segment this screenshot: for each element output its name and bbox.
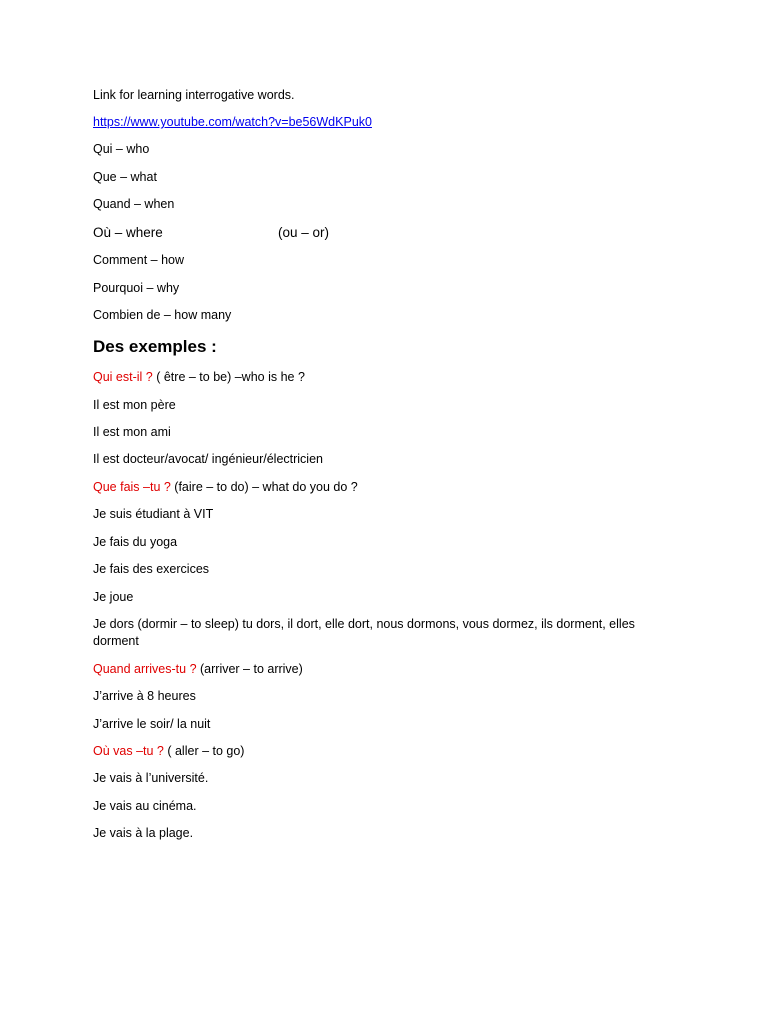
- word-comment: Comment – how: [93, 253, 185, 267]
- word-quand: Quand – when: [93, 197, 175, 211]
- example-2-answer: Je fais des exercices: [93, 562, 210, 576]
- example-4-gloss: ( aller – to go): [163, 744, 245, 758]
- word-combien: Combien de – how many: [93, 308, 232, 322]
- example-4-answer: Je vais au cinéma.: [93, 799, 197, 813]
- example-1-question: Qui est-il ?: [93, 370, 153, 384]
- example-4-answer: Je vais à l’université.: [93, 771, 209, 785]
- example-3-question: Quand arrives-tu ?: [93, 662, 197, 676]
- example-2-question: Que fais –tu ?: [93, 480, 171, 494]
- youtube-link[interactable]: https://www.youtube.com/watch?v=be56WdKPuk0: [93, 115, 372, 129]
- word-ou-or: (ou – or): [278, 225, 330, 240]
- example-2-answer: Je suis étudiant à VIT: [93, 507, 214, 521]
- example-2-answer: Je dors (dormir – to sleep) tu dors, il dort, elle dort, nous dormons, vous dormez, ils dorment, elles dorment: [93, 617, 635, 648]
- example-3-question-row: [93, 661, 303, 678]
- example-4-question-row: [93, 743, 244, 760]
- examples-heading: Des exemples :: [93, 337, 217, 356]
- example-2-gloss: (faire – to do) – what do you do ?: [170, 480, 358, 494]
- word-que: Que – what: [93, 170, 157, 184]
- example-1-answer: Il est docteur/avocat/ ingénieur/électricien: [93, 452, 323, 466]
- example-2-question-row: [93, 479, 358, 496]
- example-1-question-row: [93, 369, 305, 386]
- word-ou: Où – where: [93, 225, 163, 240]
- example-4-answer: Je vais à la plage.: [93, 826, 194, 840]
- example-2-answer: Je joue: [93, 590, 134, 604]
- word-ou-row: [93, 224, 353, 241]
- intro-text: Link for learning interrogative words.: [93, 88, 295, 102]
- example-3-gloss: (arriver – to arrive): [196, 662, 303, 676]
- example-4-question: Où vas –tu ?: [93, 744, 164, 758]
- word-qui: Qui – who: [93, 142, 150, 156]
- example-1-gloss: ( être – to be) –who is he ?: [152, 370, 305, 384]
- example-2-answer: Je fais du yoga: [93, 535, 178, 549]
- example-3-answer: J’arrive le soir/ la nuit: [93, 717, 211, 731]
- example-1-answer: Il est mon ami: [93, 425, 171, 439]
- example-1-answer: Il est mon père: [93, 398, 176, 412]
- example-3-answer: J’arrive à 8 heures: [93, 689, 196, 703]
- word-pourquoi: Pourquoi – why: [93, 281, 180, 295]
